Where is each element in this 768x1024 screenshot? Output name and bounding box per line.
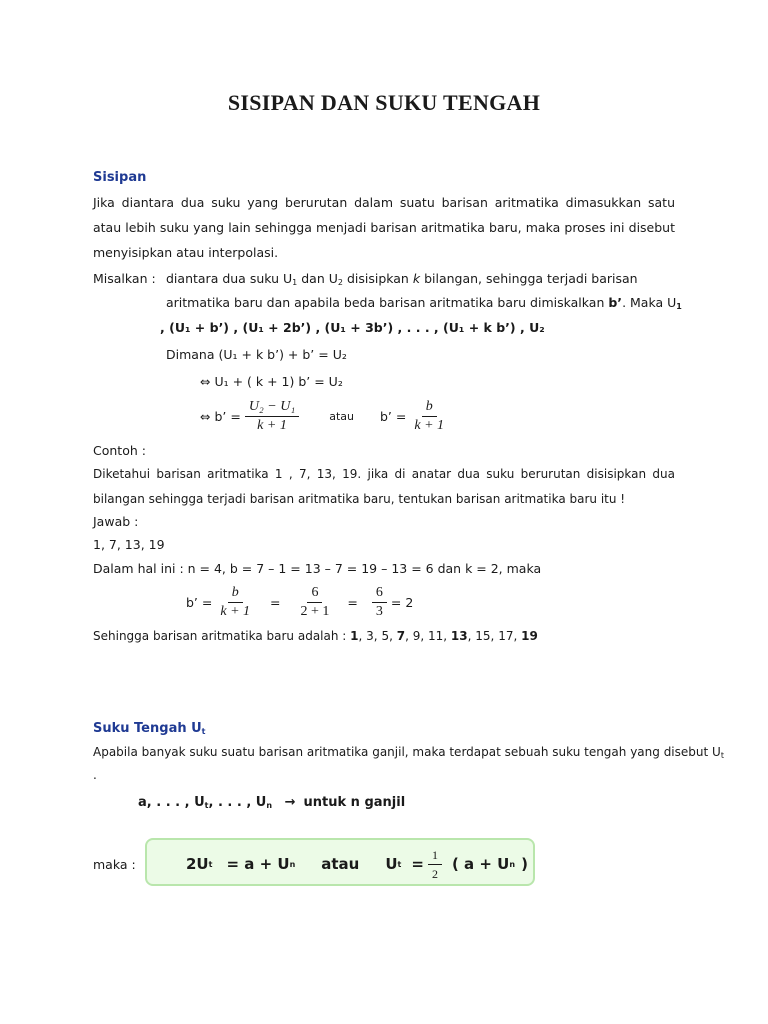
sequence-term: 7 [396, 629, 406, 643]
sequence-term: 3 [366, 629, 374, 643]
fraction-u2-minus-u1: $\frac{\text{U₂ − U₁}}{k + 1}$ [245, 398, 299, 435]
suku-tengah-heading: Suku Tengah $U_t$ [93, 721, 206, 736]
suku-tengah-text: Apabila banyak suku suatu barisan aritmatika ganjil, maka terdapat sebuah suku tengah yang disebut $U_t$ [93, 745, 724, 760]
sequence-term: 17 [498, 629, 514, 643]
sequence-term: 1 [350, 629, 359, 643]
sisipan-intro: Jika diantara dua suku yang berurutan dalam suatu barisan aritmatika dimasukkan satu atau lebih suku yang lain sehingga menjadi barisan aritmatika baru, maka proses ini disebut menyisipkan atau interpolasi. [93, 195, 675, 260]
sequence-line: , (U₁ + b’) , (U₁ + 2b’) , (U₁ + 3b’) , . . . , (U₁ + k b’) , U₂ [160, 320, 545, 335]
dalam-hal-ini: Dalam hal ini : n = 4, b = 7 – 1 = 13 – 7 = 19 – 13 = 6 dan k = 2, maka [93, 561, 542, 576]
misalkan-line2: aritmatika baru dan apabila beda barisan aritmatika baru dimiskalkan b’. Maka $U_1$ [166, 295, 682, 311]
jawab-label: Jawab : [93, 514, 139, 529]
sequence-term: 15 [475, 629, 491, 643]
step1-line: ⇔ U₁ + ( k + 1) b’ = U₂ [200, 374, 343, 389]
calc-line: b’ = $\frac{b}{k + 1}$ = $\frac{6}{2 + 1}$ = $\frac{6}{3}$ = 2 [186, 585, 414, 619]
contoh-label: Contoh : [93, 443, 146, 458]
sisipan-heading: Sisipan [93, 170, 147, 185]
formula-line: 2U t = a + U n atau U t = $\frac{1}{2}$ ( a + U n ) [186, 847, 528, 881]
page-title: SISIPAN DAN SUKU TENGAH [227, 90, 541, 115]
fraction-one-half: $\frac{1}{2}$ [428, 846, 442, 883]
suku-tengah-sequence: a, . . . , $U_t$, . . . , $U_n$ → untuk n ganjil [138, 795, 406, 810]
fraction-6-over-2plus1: $\frac{6}{2 + 1}$ [300, 585, 330, 619]
sequence-term: 9 [412, 629, 421, 643]
fraction-b-k1: $\frac{b}{k + 1}$ [220, 585, 251, 619]
sehingga-line: Sehingga barisan aritmatika baru adalah : 1, 3, 5, 7, 9, 11, 13, 15, 17, 19 [93, 629, 538, 643]
maka-label: maka : [93, 857, 136, 872]
dimana-line: Dimana (U₁ + k b’) + b’ = U₂ [166, 347, 347, 362]
contoh-sequence: 1, 7, 13, 19 [93, 537, 165, 552]
misalkan-label: Misalkan : [93, 271, 156, 286]
fraction-b-over-k1: $\frac{b}{k + 1}$ [414, 399, 445, 433]
sequence-term: 19 [521, 629, 538, 643]
step2-line: ⇔ b’ = $\frac{\text{U₂ − U₁}}{k + 1}$ atau b’ = $\frac{b}{k + 1}$ [200, 398, 452, 435]
misalkan-line1: diantara dua suku $U_1$ dan $U_2$ disisipkan k bilangan, sehingga terjadi barisan [166, 271, 638, 287]
new-sequence-terms: 1, 3, 5, 7, 9, 11, 13, 15, 17, 19 [350, 629, 538, 643]
sequence-term: 13 [450, 629, 468, 643]
contoh-text: Diketahui barisan aritmatika 1 , 7, 13, 19. jika di anatar dua suku berurutan disisipkan dua bilangan sehingga terjadi barisan aritmatika baru, tentukan barisan aritmatika baru itu ! [93, 467, 675, 506]
suku-tengah-dot: . [93, 768, 97, 782]
sequence-term: 5 [381, 629, 390, 643]
fraction-6-over-3: $\frac{6}{3}$ [372, 584, 387, 621]
sequence-term: 11 [428, 629, 444, 643]
